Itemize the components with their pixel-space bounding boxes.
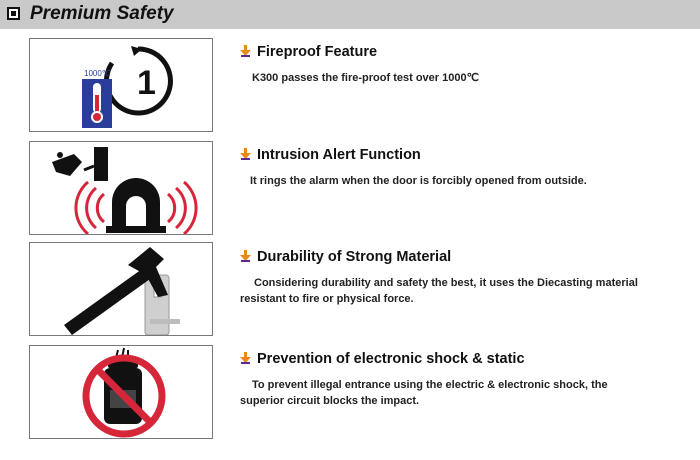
feature-description: It rings the alarm when the door is forcibly opened from outside.: [250, 175, 587, 187]
bullet-arrow-icon: [240, 45, 251, 57]
shock-prevention-illustration: [29, 345, 213, 439]
feature-description: To prevent illegal entrance using the electric & electronic shock, the superior circuit blocks the impact.: [240, 379, 608, 407]
fireproof-illustration: [29, 38, 213, 132]
thermometer-label: 1000℃: [84, 69, 111, 78]
feature-title: Fireproof Feature: [257, 44, 378, 60]
section-header: [0, 0, 700, 29]
feature-title: Durability of Strong Material: [257, 249, 452, 265]
feature-description: Considering durability and safety the best, it uses the Diecasting material resistant to fire or physical force.: [240, 277, 638, 305]
feature-title: Prevention of electronic shock & static: [257, 351, 525, 367]
feature-shock-prevention: [240, 350, 680, 409]
bullet-arrow-icon: [240, 148, 251, 160]
feature-title: Intrusion Alert Function: [257, 147, 421, 163]
feature-fireproof: [240, 43, 680, 86]
section-title: Premium Safety: [30, 3, 174, 24]
crowbar-hand-icon: [52, 147, 108, 181]
bullet-arrow-icon: [240, 250, 251, 262]
square-bullet-icon: [7, 7, 20, 20]
durability-illustration: [29, 242, 213, 336]
feature-durability: [240, 248, 680, 307]
thermometer-icon: [82, 79, 112, 128]
hour-digit: 1: [137, 64, 156, 102]
siren-icon: [76, 178, 196, 234]
feature-intrusion-alert: [240, 146, 680, 189]
intrusion-alert-illustration: [29, 141, 213, 235]
feature-description: K300 passes the fire-proof test over 1000℃: [252, 72, 479, 84]
bullet-arrow-icon: [240, 352, 251, 364]
